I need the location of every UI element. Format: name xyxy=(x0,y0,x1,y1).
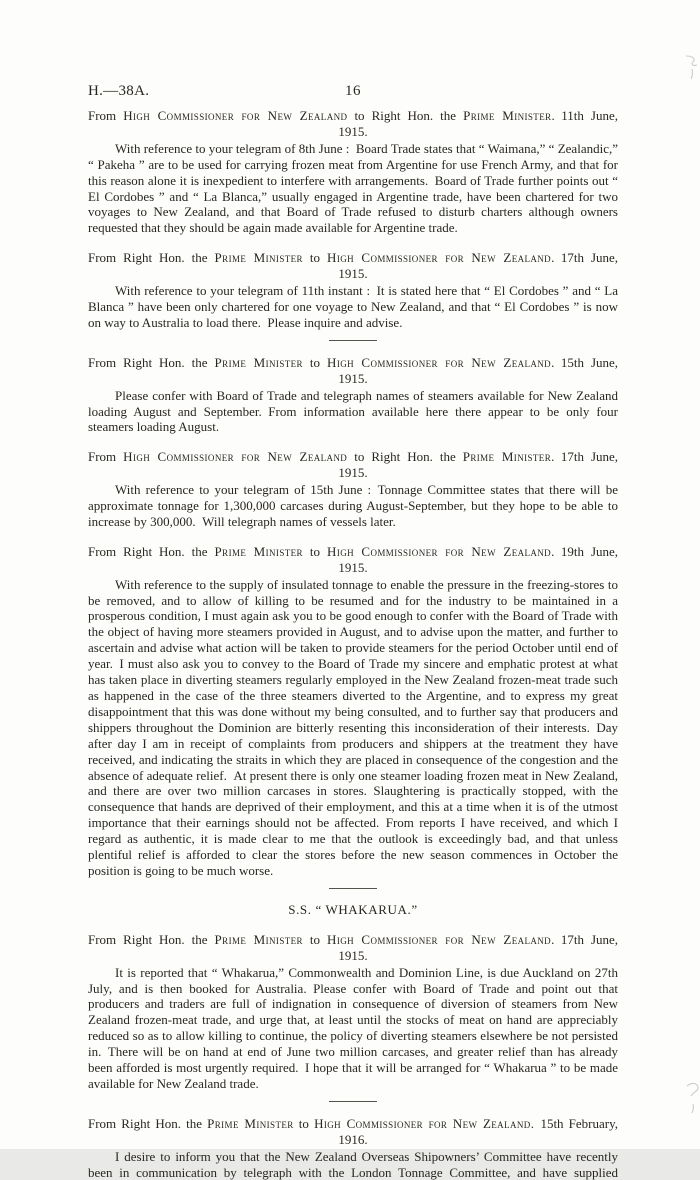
heading-from: From Right Hon. the xyxy=(88,250,208,266)
heading-date: . 17th June, xyxy=(551,931,619,947)
telegram-heading xyxy=(88,1116,618,1132)
heading-from: From Right Hon. the xyxy=(88,543,208,559)
heading-party-2: High Commissioner for New Zealand xyxy=(314,1115,531,1131)
scan-artifact-icon xyxy=(684,54,698,80)
scan-artifact-icon xyxy=(684,1080,700,1114)
heading-connector: to xyxy=(309,543,321,559)
telegram-body: Please confer with Board of Trade and telegraph names of steamers available for New Zealand loading August and September. From information available here there appear to be only four steamers loading August. xyxy=(88,387,618,435)
heading-from: From xyxy=(88,108,117,123)
heading-connector: to xyxy=(309,250,321,266)
heading-date: . 19th June, xyxy=(551,543,619,559)
separator-rule xyxy=(329,1101,377,1102)
heading-party-1: Prime Minister xyxy=(214,543,303,559)
telegram-7 xyxy=(88,1116,618,1180)
document-reference: H.—38A. xyxy=(88,83,150,99)
heading-year: 1915. xyxy=(338,465,368,481)
heading-from: From Right Hon. the xyxy=(88,931,208,947)
separator-rule xyxy=(329,888,377,889)
heading-party-2: High Commissioner for New Zealand xyxy=(327,543,552,559)
heading-date: . 17th June, xyxy=(551,449,619,465)
telegram-body: It is reported that “ Whakarua,” Commonwealth and Dominion Line, is due Auckland on 27th July, and is then booked for Australia. Please confer with Board of Trade and point out that producers and traders are full of indignation in consequence of diversion of steamers from New Zealand frozen-meat trade, and urge that, at least until the stocks of meat on hand are appreciably reduced so as to allow killing to continue, the policy of diverting steamers elsewhere be not persisted in. There will be on hand at end of June two million carcases, and greater relief than has already been afforded is most urgently required. I hope that it will be arranged for “ Whakarua ” to be made available for New Zealand trade. xyxy=(88,964,618,1091)
page-number: 16 xyxy=(345,83,361,99)
heading-party-2: Prime Minister xyxy=(463,108,552,123)
heading-from: From Right Hon. the xyxy=(88,1115,202,1131)
heading-connector: to xyxy=(298,1115,309,1131)
heading-party-1: High Commissioner for New Zealand xyxy=(123,108,348,123)
heading-party-1: Prime Minister xyxy=(214,931,303,947)
telegram-4 xyxy=(88,449,618,530)
heading-from: From Right Hon. the xyxy=(88,354,208,370)
heading-year: 1915. xyxy=(338,123,368,139)
telegram-heading xyxy=(88,355,618,371)
ship-subheading: S.S. “ WHAKARUA.” xyxy=(288,901,418,917)
telegram-heading xyxy=(88,250,618,266)
heading-year: 1916. xyxy=(338,1131,368,1147)
heading-from: From xyxy=(88,449,117,465)
heading-date: . 17th June, xyxy=(551,250,619,266)
telegram-heading xyxy=(88,932,618,948)
telegram-body: With reference to your telegram of 11th instant : It is stated here that “ El Cordobes ” and “ La Blanca ” have been only chartered for one voyage to New Zealand, and that “ El Cordobes ” is now on way to Australia to load there. Please inquire and advise. xyxy=(88,283,618,330)
heading-party-2: High Commissioner for New Zealand xyxy=(327,354,552,370)
telegram-body: I desire to inform you that the New Zealand Overseas Shipowners’ Committee have recently been in communication by telegraph with the London Tonnage Committee, and have supplied xyxy=(88,1148,618,1180)
heading-party-2: Prime Minister xyxy=(462,449,552,465)
telegram-heading xyxy=(88,544,618,560)
telegram-body: With reference to your telegram of 8th June : Board Trade states that “ Waimana,” “ Zealandic,” “ Pakeha ” are to be used for carrying frozen meat from Argentine for use French Army, and that for this reason alone it is inexpedient to interfere with arrangements. Board of Trade further points out “ El Cordobes ” and “ La Blanca,” usually engaged in Argentine trade, have been chartered for two voyages to New Zealand, and that Board of Trade refused to disturb charters although owners requested that they should be again made available for Argentine trade. xyxy=(88,140,618,236)
telegram-1 xyxy=(88,108,618,236)
heading-party-1: Prime Minister xyxy=(207,1115,294,1131)
telegram-2 xyxy=(88,250,618,331)
separator-rule xyxy=(329,340,377,341)
telegram-body: With reference to your telegram of 15th June : Tonnage Committee states that there will be approximate tonnage for 1,300,000 carcases during August-September, but they hope to be able to increase by 300,000. Will telegraph names of vessels later. xyxy=(88,482,618,529)
heading-party-2: High Commissioner for New Zealand xyxy=(327,250,552,266)
telegram-3 xyxy=(88,355,618,436)
heading-party-1: High Commissioner for New Zealand xyxy=(123,449,348,465)
heading-year: 1915. xyxy=(338,266,368,282)
heading-year: 1915. xyxy=(338,370,368,386)
heading-connector: to Right Hon. the xyxy=(354,449,456,465)
heading-party-2: High Commissioner for New Zealand xyxy=(327,931,552,947)
heading-connector: to xyxy=(309,931,321,947)
telegram-5 xyxy=(88,544,618,879)
heading-year: 1915. xyxy=(338,559,368,575)
heading-year: 1915. xyxy=(338,947,368,963)
telegram-6 xyxy=(88,932,618,1092)
heading-party-1: Prime Minister xyxy=(214,354,303,370)
telegram-heading xyxy=(88,108,618,124)
telegram-heading xyxy=(88,449,618,465)
heading-date: . 15th February, xyxy=(530,1115,619,1131)
heading-connector: to Right Hon. the xyxy=(354,108,457,123)
telegram-body: With reference to the supply of insulated tonnage to enable the pressure in the freezing-stores to be removed, and to allow of killing to be resumed and for the industry to be maintained in a prosperous condition, I must again ask you to be good enough to confer with the Board of Trade with the object of having more steamers provided in August, and to advise upon the matter, and further to ascertain and advise what action will be taken to provide steamers for the period October until end of year. I must also ask you to convey to the Board of Trade my sincere and emphatic protest at what has taken place in diverting steamers regularly employed in the New Zealand frozen-meat trade such as happened in the case of the three steamers diverted to the Argentine, and to express my great disappointment that this was done without my being consulted, and to further say that producers and shippers throughout the Dominion are bitterly resenting this inconsideration of their interests. Day after day I am in receipt of complaints from producers and shippers at the treatment they have received, and indicating the straits in which they are placed in consequence of the congestion and the absence of adequate relief. At present there is only one steamer loading frozen meat in New Zealand, and there are over two million carcases in stores. Slaughtering is practically stopped, with the consequence that hands are deprived of their employment, and this at a time when it is of the utmost importance that their earnings should not be affected. From reports I have received, and which I regard as authentic, it is made clear to me that the outlook is exceedingly bad, and that unless plentiful relief is afforded to clear the stores before the new season commences in October the position is going to be much worse. xyxy=(88,576,618,878)
heading-party-1: Prime Minister xyxy=(214,250,303,266)
heading-date: . 15th June, xyxy=(551,354,619,370)
page-header xyxy=(88,84,618,102)
heading-connector: to xyxy=(309,354,321,370)
heading-date: . 11th June, xyxy=(551,108,619,123)
